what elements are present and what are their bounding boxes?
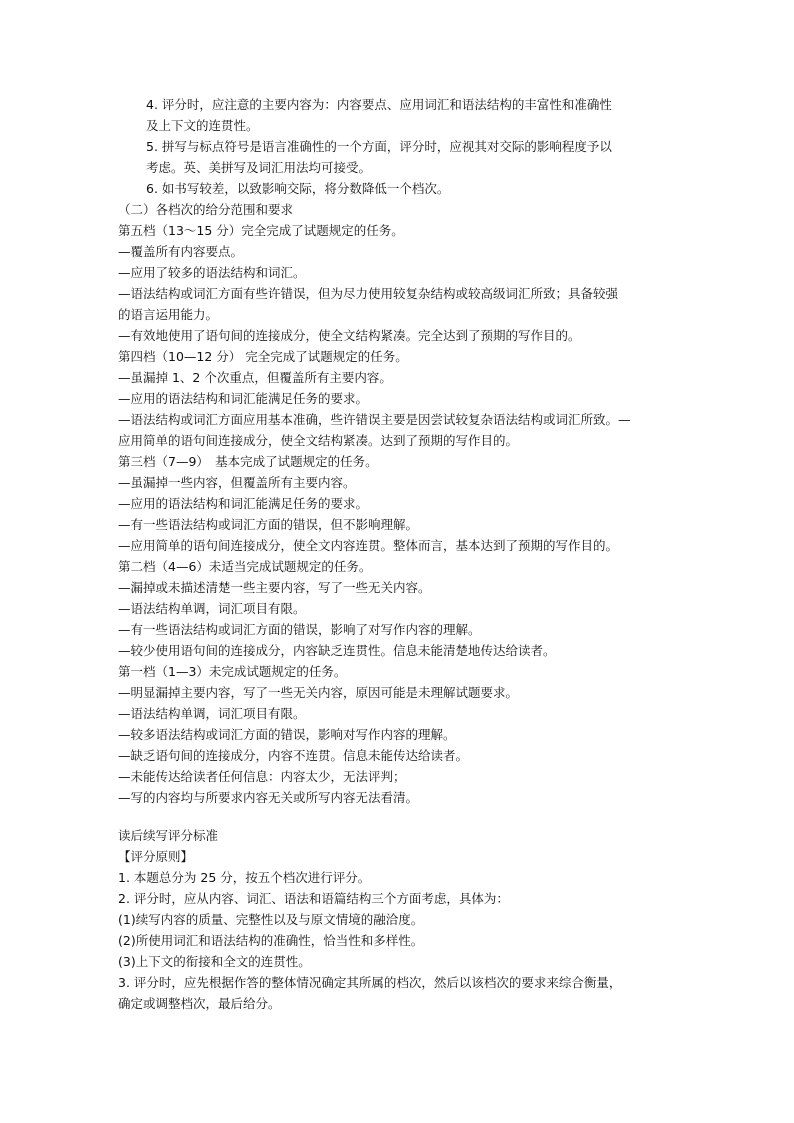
level-5-heading: 第五档（13～15 分）完全完成了试题规定的任务。: [118, 223, 404, 238]
section-title-continuation-writing: 读后续写评分标准: [118, 828, 219, 843]
text-line: 2. 评分时，应从内容、词汇、语法和语篇结构三个方面考虑，具体为：: [118, 891, 509, 906]
text-line: —有效地使用了语句间的连接成分，使全文结构紧凑。完全达到了预期的写作目的。: [118, 328, 581, 343]
text-line: 3. 评分时，应先根据作答的整体情况确定其所属的档次，然后以该档次的要求来综合衡量，: [118, 975, 622, 990]
text-line: —未能传达给读者任何信息：内容太少，无法评判；: [118, 769, 406, 784]
text-line: —语法结构或词汇方面应用基本准确，些许错误主要是因尝试较复杂语法结构或词汇所致。—: [118, 412, 631, 427]
text-line: 应用简单的语句间连接成分，使全文结构紧凑。达到了预期的写作目的。: [118, 433, 519, 448]
text-line: —缺乏语句间的连接成分，内容不连贯。信息未能传达给读者。: [118, 748, 469, 763]
text-line: 1. 本题总分为 25 分，按五个档次进行评分。: [118, 870, 371, 885]
text-line: —语法结构单调，词汇项目有限。: [118, 601, 306, 616]
text-line: (1)续写内容的质量、完整性以及与原文情境的融洽度。: [118, 912, 424, 927]
text-line: —写的内容均与所要求内容无关或所写内容无法看清。: [118, 790, 419, 805]
level-1-heading: 第一档（1—3）未完成试题规定的任务。: [118, 664, 347, 679]
level-3-heading: 第三档（7—9） 基本完成了试题规定的任务。: [118, 454, 378, 469]
text-line: —有一些语法结构或词汇方面的错误，但不影响理解。: [118, 517, 419, 532]
text-line-note-6: 6. 如书写较差，以致影响交际，将分数降低一个档次。: [146, 181, 450, 196]
text-line: —语法结构或词汇方面有些许错误，但为尽力使用较复杂结构或较高级词汇所致；具备较强: [118, 286, 619, 301]
text-line: —语法结构单调，词汇项目有限。: [118, 706, 306, 721]
level-4-heading: 第四档（10—12 分） 完全完成了试题规定的任务。: [118, 349, 408, 364]
section-heading-principles: 【评分原则】: [118, 849, 194, 864]
text-line: —应用的语法结构和词汇能满足任务的要求。: [118, 391, 369, 406]
section-heading-levels: （二）各档次的给分范围和要求: [118, 202, 294, 217]
text-line: (2)所使用词汇和语法结构的准确性，恰当性和多样性。: [118, 933, 424, 948]
text-line-note-5-cont: 考虑。英、美拼写及词汇用法均可接受。: [146, 160, 372, 175]
text-line: 确定或调整档次，最后给分。: [118, 996, 281, 1011]
text-line: —虽漏掉 1、2 个次重点，但覆盖所有主要内容。: [118, 370, 392, 385]
text-line: 的语言运用能力。: [118, 307, 219, 322]
text-line: —漏掉或未描述清楚一些主要内容，写了一些无关内容。: [118, 580, 431, 595]
text-line: —覆盖所有内容要点。: [118, 244, 244, 259]
text-line: —较多语法结构或词汇方面的错误，影响对写作内容的理解。: [118, 727, 456, 742]
text-line: —应用的语法结构和词汇能满足任务的要求。: [118, 496, 369, 511]
text-line-note-5: 5. 拼写与标点符号是语言准确性的一个方面，评分时，应视其对交际的影响程度予以: [146, 139, 612, 154]
text-line: —有一些语法结构或词汇方面的错误，影响了对写作内容的理解。: [118, 622, 481, 637]
text-line: (3)上下文的衔接和全文的连贯性。: [118, 954, 311, 969]
level-2-heading: 第二档（4—6）未适当完成试题规定的任务。: [118, 559, 372, 574]
text-line: —虽漏掉一些内容，但覆盖所有主要内容。: [118, 475, 356, 490]
text-line-note-4-cont: 及上下文的连贯性。: [146, 118, 259, 133]
text-line: —应用了较多的语法结构和词汇。: [118, 265, 306, 280]
text-line-note-4: 4. 评分时，应注意的主要内容为：内容要点、应用词汇和语法结构的丰富性和准确性: [146, 97, 612, 112]
text-line: —明显漏掉主要内容，写了一些无关内容，原因可能是未理解试题要求。: [118, 685, 519, 700]
text-line: —较少使用语句间的连接成分，内容缺乏连贯性。信息未能清楚地传达给读者。: [118, 643, 556, 658]
text-line: —应用简单的语句间连接成分，使全文内容连贯。整体而言，基本达到了预期的写作目的。: [118, 538, 619, 553]
